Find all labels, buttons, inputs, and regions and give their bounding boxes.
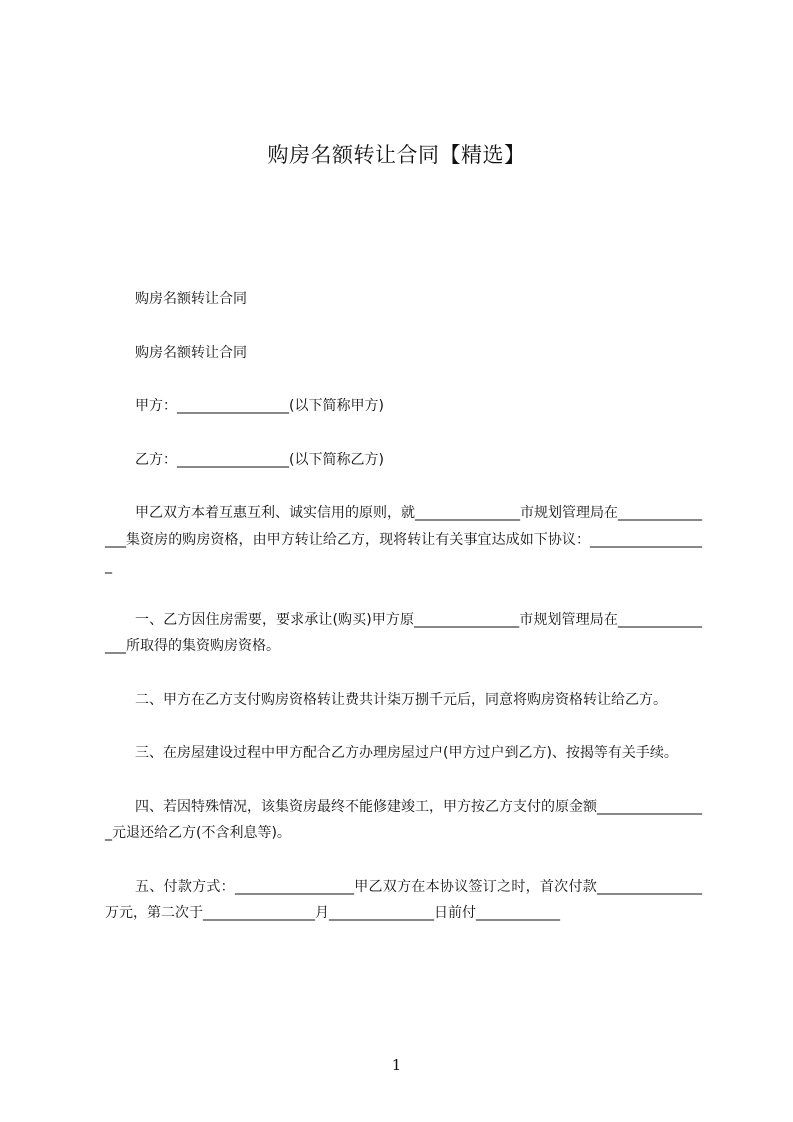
paragraph-clause-1: 一、乙方因住房需要，要求承让(购买)甲方原_______________市规划管理局在_______________所取得的集资购房资格。 bbox=[105, 611, 702, 654]
paragraph-preamble: 甲乙双方本着互惠互利、诚实信用的原则，就_______________市规划管理局在_______________集资房的购房资格，由甲方转让给乙方，现将转让有关事宜达成如下协议：_________________ bbox=[105, 505, 702, 574]
document-body bbox=[105, 286, 702, 954]
paragraph-clause-4: 四、若因特殊情况，该集资房最终不能修建竣工，甲方按乙方支付的原金额________________元退还给乙方(不含利息等)。 bbox=[105, 798, 702, 841]
paragraph-clause-2: 二、甲方在乙方支付购房资格转让费共计柒万捌千元后，同意将购房资格转让给乙方。 bbox=[135, 691, 667, 708]
paragraph-clause-3: 三、在房屋建设过程中甲方配合乙方办理房屋过户(甲方过户到乙方)、按揭等有关手续。 bbox=[135, 745, 678, 761]
paragraph-party-b: 乙方：________________(以下简称乙方) bbox=[135, 451, 384, 468]
document-title: 购房名额转让合同【精选】 bbox=[267, 143, 526, 167]
paragraph-party-a: 甲方：________________(以下简称甲方) bbox=[135, 398, 384, 414]
paragraph-clause-5: 五、付款方式：_________________甲乙双方在本协议签订之时，首次付款_______________万元，第二次于________________月_______________日前付____________ bbox=[105, 878, 702, 921]
paragraph-heading-1: 购房名额转让合同 bbox=[135, 291, 247, 307]
paragraph-heading-2: 购房名额转让合同 bbox=[135, 344, 247, 361]
page-number: 1 bbox=[391, 1056, 402, 1074]
